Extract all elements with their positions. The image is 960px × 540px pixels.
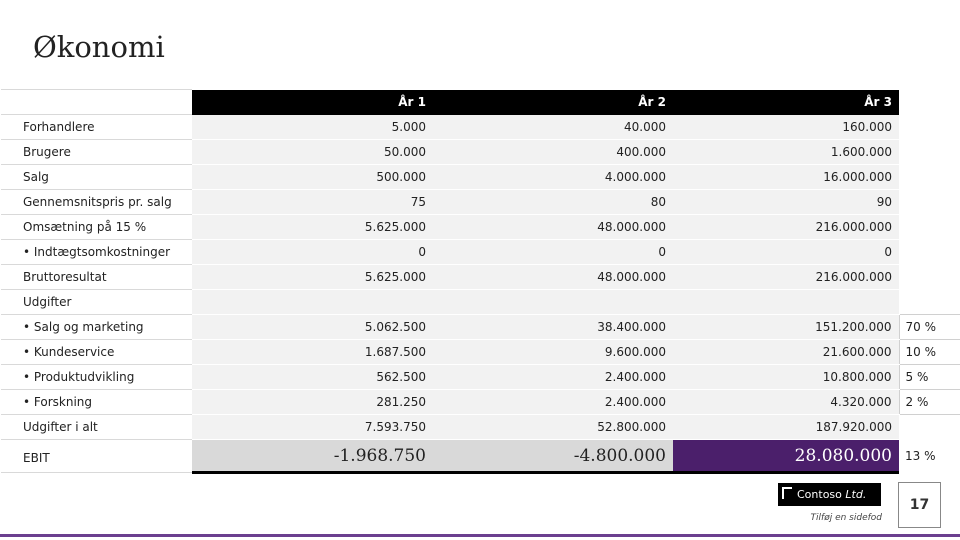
cell-value: 216.000.000 bbox=[673, 215, 899, 240]
header-year-3: År 3 bbox=[673, 90, 899, 115]
row-label: Salg bbox=[1, 165, 192, 190]
cell-value: 52.800.000 bbox=[433, 415, 673, 440]
row-label: Udgifter bbox=[1, 290, 192, 315]
cell-value: 9.600.000 bbox=[433, 340, 673, 365]
page-number: 17 bbox=[898, 482, 941, 528]
table-row bbox=[1, 390, 960, 415]
table-row bbox=[1, 240, 960, 265]
cell-value: 80 bbox=[433, 190, 673, 215]
table-row bbox=[1, 365, 960, 390]
row-label: • Salg og marketing bbox=[1, 315, 192, 340]
cell-value: 5.000 bbox=[192, 115, 433, 140]
cell-value: 4.000.000 bbox=[433, 165, 673, 190]
row-label: • Indtægtsomkostninger bbox=[1, 240, 192, 265]
row-label: Gennemsnitspris pr. salg bbox=[1, 190, 192, 215]
cell-value: 1.687.500 bbox=[192, 340, 433, 365]
cell-value: 160.000 bbox=[673, 115, 899, 140]
ebit-value-year-3: 28.080.000 bbox=[673, 440, 899, 473]
cell-value: 7.593.750 bbox=[192, 415, 433, 440]
cell-value: 75 bbox=[192, 190, 433, 215]
cell-value: 2.400.000 bbox=[433, 390, 673, 415]
ebit-label: EBIT bbox=[1, 440, 192, 473]
cell-value: 16.000.000 bbox=[673, 165, 899, 190]
cell-value bbox=[433, 290, 673, 315]
row-label: • Kundeservice bbox=[1, 340, 192, 365]
cell-value: 5.625.000 bbox=[192, 215, 433, 240]
table-header-row bbox=[1, 90, 960, 115]
logo-name: Contoso bbox=[797, 488, 842, 501]
financial-table bbox=[1, 89, 960, 474]
ebit-percent: 13 % bbox=[905, 449, 936, 463]
cell-value: 187.920.000 bbox=[673, 415, 899, 440]
cell-value: 48.000.000 bbox=[433, 215, 673, 240]
cell-value: 40.000 bbox=[433, 115, 673, 140]
cell-value bbox=[673, 290, 899, 315]
cell-value: 4.320.000 bbox=[673, 390, 899, 415]
ebit-value-year-2: -4.800.000 bbox=[433, 440, 673, 473]
cell-value: 400.000 bbox=[433, 140, 673, 165]
table-row bbox=[1, 190, 960, 215]
footer-text: Tilføj en sidefod bbox=[810, 513, 882, 523]
company-logo bbox=[778, 483, 881, 506]
row-label: Brugere bbox=[1, 140, 192, 165]
ebit-value-year-1: -1.968.750 bbox=[192, 440, 433, 473]
cell-value: 281.250 bbox=[192, 390, 433, 415]
accent-line bbox=[0, 534, 960, 537]
table-row bbox=[1, 165, 960, 190]
table-row bbox=[1, 315, 960, 340]
cell-value: 1.600.000 bbox=[673, 140, 899, 165]
cell-value: 500.000 bbox=[192, 165, 433, 190]
cell-value: 10.800.000 bbox=[673, 365, 899, 390]
cell-value: 5.062.500 bbox=[192, 315, 433, 340]
cell-value: 2.400.000 bbox=[433, 365, 673, 390]
cell-value bbox=[192, 290, 433, 315]
table-row bbox=[1, 340, 960, 365]
header-empty-cell bbox=[1, 90, 192, 115]
table-row bbox=[1, 215, 960, 240]
cell-value: 562.500 bbox=[192, 365, 433, 390]
percent-cell: 70 % bbox=[899, 315, 960, 340]
row-label: • Produktudvikling bbox=[1, 365, 192, 390]
percent-cell: 5 % bbox=[899, 365, 960, 390]
row-label: • Forskning bbox=[1, 390, 192, 415]
cell-value: 0 bbox=[433, 240, 673, 265]
cell-value: 38.400.000 bbox=[433, 315, 673, 340]
cell-value: 50.000 bbox=[192, 140, 433, 165]
row-label: Udgifter i alt bbox=[1, 415, 192, 440]
table-row bbox=[1, 140, 960, 165]
ebit-row bbox=[1, 440, 960, 473]
logo-mark-icon bbox=[782, 487, 792, 499]
percent-cell: 2 % bbox=[899, 390, 960, 415]
cell-value: 0 bbox=[192, 240, 433, 265]
cell-value: 216.000.000 bbox=[673, 265, 899, 290]
logo-suffix: Ltd. bbox=[845, 488, 867, 501]
slide-title: Økonomi bbox=[33, 30, 165, 64]
table-row bbox=[1, 415, 960, 440]
table-row bbox=[1, 115, 960, 140]
row-label: Omsætning på 15 % bbox=[1, 215, 192, 240]
table-row bbox=[1, 290, 960, 315]
header-year-1: År 1 bbox=[192, 90, 433, 115]
cell-value: 151.200.000 bbox=[673, 315, 899, 340]
cell-value: 48.000.000 bbox=[433, 265, 673, 290]
row-label: Bruttoresultat bbox=[1, 265, 192, 290]
cell-value: 5.625.000 bbox=[192, 265, 433, 290]
cell-value: 21.600.000 bbox=[673, 340, 899, 365]
percent-cell: 10 % bbox=[899, 340, 960, 365]
header-year-2: År 2 bbox=[433, 90, 673, 115]
cell-value: 0 bbox=[673, 240, 899, 265]
table-row bbox=[1, 265, 960, 290]
row-label: Forhandlere bbox=[1, 115, 192, 140]
cell-value: 90 bbox=[673, 190, 899, 215]
